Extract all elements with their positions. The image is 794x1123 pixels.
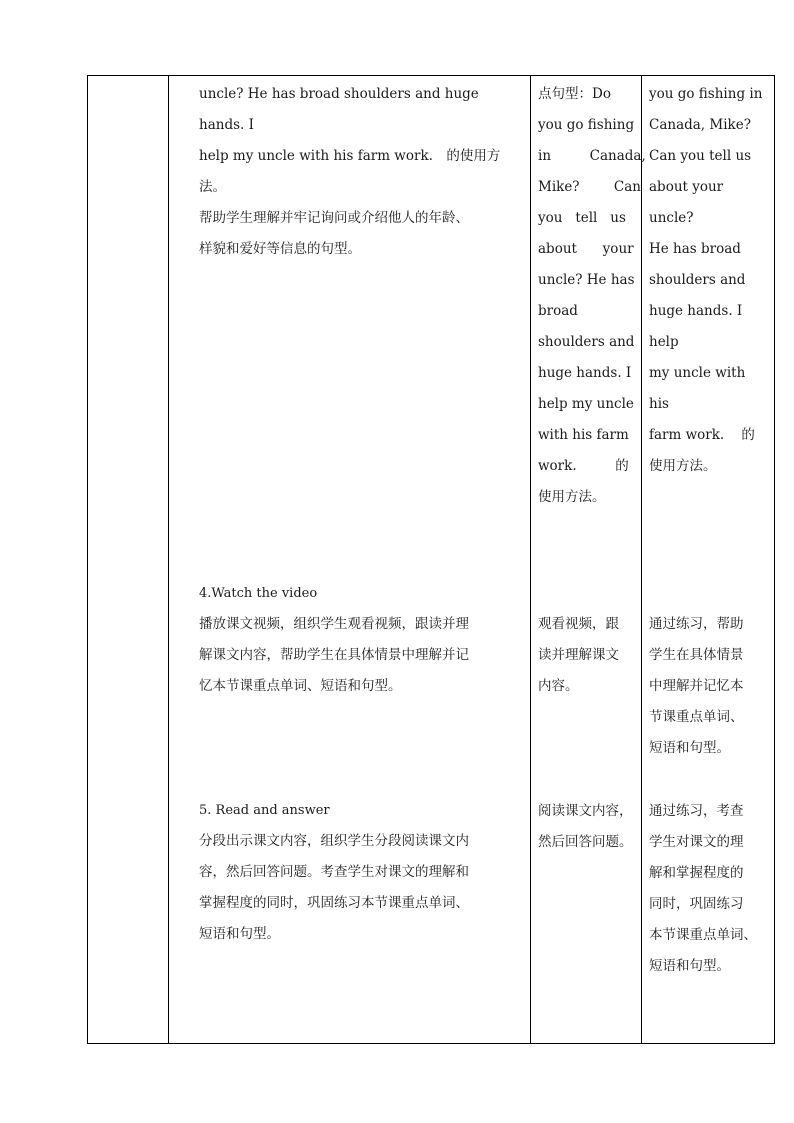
step5-text: 分段出示课文内容，组织学生分段阅读课文内 容，然后回答问题。考查学生对课文的理解和 掌握程度的同时，巩固练习本节课重点单词、 短语和句型。 — [199, 833, 469, 942]
student-block-1: 点句型：Do you go fishing in Canada, Mike? Can you tell us about your uncle? He has broad shoulders and huge hands. I help my uncle with his farm work. 的 使用方法。 — [538, 86, 646, 505]
step4-heading: 4.Watch the video — [199, 586, 318, 601]
student-step5-text: 阅读课文内容， 然后回答问题。 — [538, 803, 633, 850]
student-activities-cell — [531, 76, 646, 1044]
intent-step5-text: 通过练习，考查 学生对课文的理 解和掌握程度的 同时，巩固练习 本节课重点单词、 短语和句型。 — [649, 803, 757, 974]
design-intent-cell — [642, 76, 775, 1044]
teaching-activities-cell — [169, 76, 531, 1044]
empty-first-column-cell — [88, 76, 169, 1044]
intent-block-1: you go fishing in Canada, Mike? Can you tell us about your uncle? He has broad shoulders and huge hands. I help my uncle with his farm work. 的 使用方法。 — [649, 86, 763, 474]
activity-block-1: uncle? He has broad shoulders and huge hands. I help my uncle with his farm work. 的使用方法。 帮助学生理解并牢记询问或介绍他人的年龄、 样貌和爱好等信息的句型。 — [199, 86, 501, 257]
step4-text: 播放课文视频，组织学生观看视频，跟读并理 解课文内容，帮助学生在具体情景中理解并记 忆本节课重点单词、短语和句型。 — [199, 616, 469, 694]
lesson-plan-table — [87, 75, 775, 1044]
intent-step4-text: 通过练习，帮助 学生在具体情景 中理解并记忆本 节课重点单词、 短语和句型。 — [649, 616, 744, 756]
step5-heading: 5. Read and answer — [199, 803, 330, 818]
table-row — [88, 76, 775, 1044]
student-step4-text: 观看视频，跟 读并理解课文 内容。 — [538, 616, 619, 694]
